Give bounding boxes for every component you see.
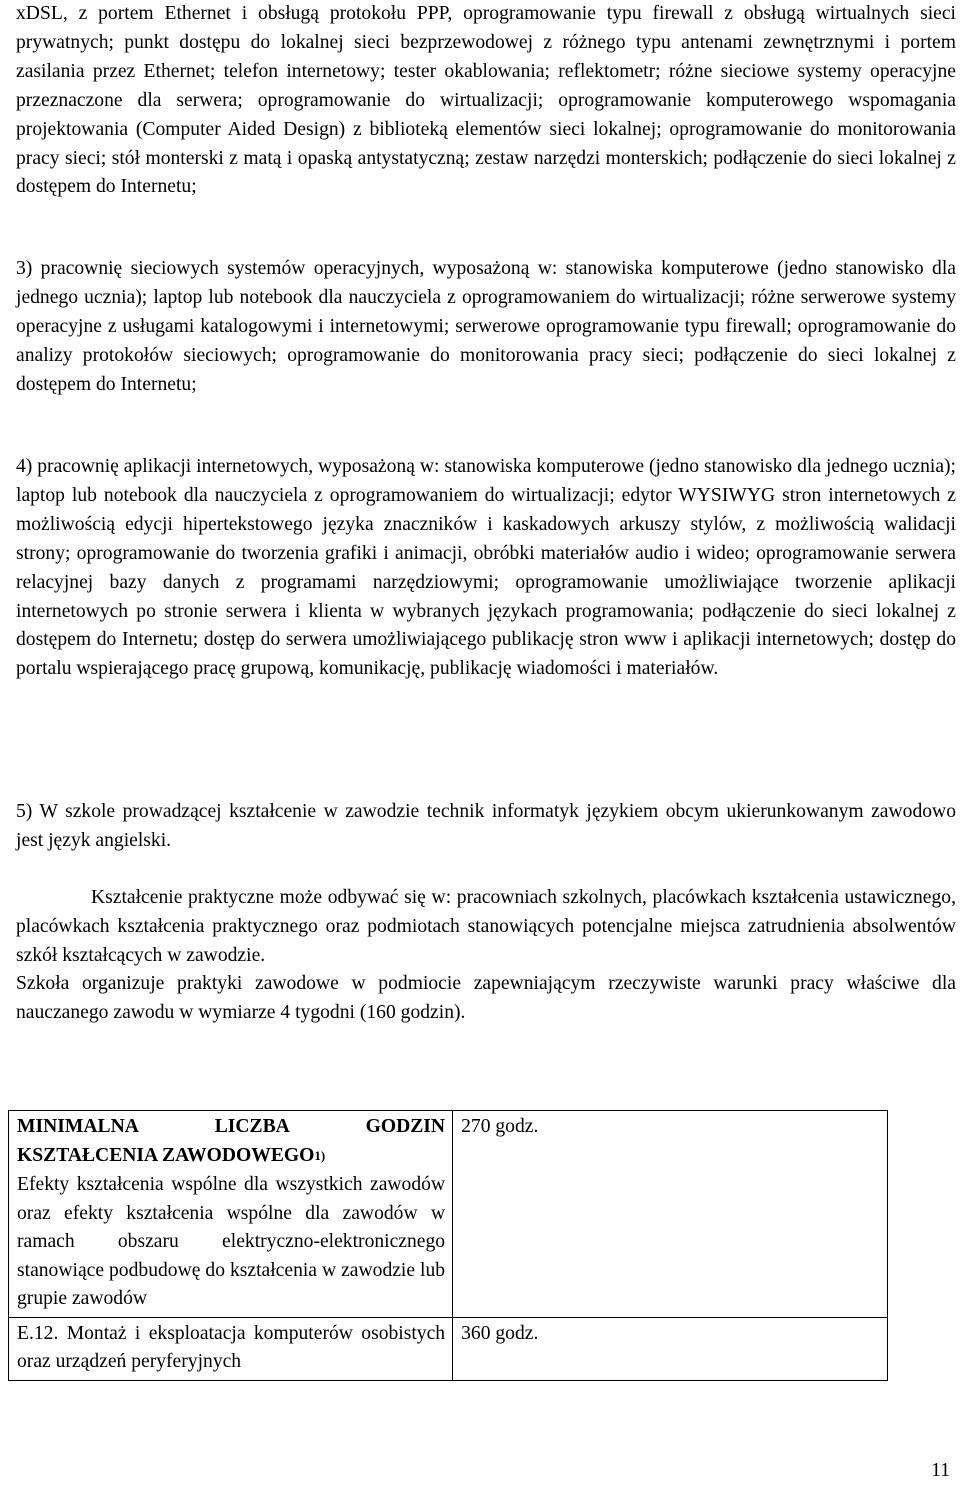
hours-table <box>8 1110 888 1381</box>
table-cell-hours: 360 godz. <box>453 1317 888 1380</box>
practical-training-paragraph: Kształcenie praktyczne może odbywać się w: pracowniach szkolnych, placówkach kształcenia ustawicznego, placówkach kształcenia praktycznego oraz podmiotach stanowiących potencjalne miejsca zatrudnienia absolwentów szkół kształcących w zawodzie. <box>16 887 956 966</box>
equipment-list-continuation: xDSL, z portem Ethernet i obsługą protokołu PPP, oprogramowanie typu firewall z obsługą wirtualnych sieci prywatnych; punkt dostępu do lokalnej sieci bezprzewodowej z różnego typu antenami zewnętrznymi i portem zasilania przez Ethernet; telefon internetowy; tester okablowania; reflektometr; różne sieciowe systemy operacyjne przeznaczone dla serwera; oprogramowanie do wirtualizacji; oprogramowanie komputerowego wspomagania projektowania (Computer Aided Design) z biblioteką elementów sieci lokalnej; oprogramowanie do monitorowania pracy sieci; stół monterski z matą i opaską antystatyczną; zestaw narzędzi monterskich; podłączenie do sieci lokalnej z dostępem do Internetu; <box>16 3 956 198</box>
table-header-text: MINIMALNA LICZBA GODZIN KSZTAŁCENIA ZAWODOWEGO <box>17 1116 446 1166</box>
table-cell-hours: 270 godz. <box>453 1111 888 1318</box>
footnote-marker: 1) <box>314 1147 326 1163</box>
internship-paragraph: Szkoła organizuje praktyki zawodowe w podmiocie zapewniającym rzeczywiste warunki pracy właściwe dla nauczanego zawodu w wymiarze 4 tygodni (160 godzin). <box>16 973 956 1023</box>
row1-description: Efekty kształcenia wspólne dla wszystkich zawodów oraz efekty kształcenia wspólne dla zawodów w ramach obszaru elektryczno-elektronicznego stanowiące podbudowę do kształcenia w zawodzie lub grupie zawodów <box>17 1174 446 1309</box>
row2-description: E.12. Montaż i eksploatacja komputerów osobistych oraz urządzeń peryferyjnych <box>9 1317 453 1380</box>
list-item-4-web-apps-lab: 4) pracownię aplikacji internetowych, wyposażoną w: stanowiska komputerowe (jedno stanowisko dla jednego ucznia); laptop lub notebook dla nauczyciela z oprogramowaniem do wirtualizacji; edytor WYSIWYG stron internetowych z możliwością edycji hipertekstowego języka znaczników i kaskadowych arkuszy stylów, z możliwością walidacji strony; oprogramowanie do tworzenia grafiki i animacji, obróbki materiałów audio i wideo; oprogramowanie serwera relacyjnej bazy danych z programami narzędziowymi; oprogramowanie umożliwiające tworzenie aplikacji internetowych po stronie serwera i klienta w wybranych językach programowania; podłączenie do sieci lokalnej z dostępem do Internetu; dostęp do serwera umożliwiającego publikację stron www i aplikacji internetowych; dostęp do portalu wspierającego pracę grupową, komunikację, publikację wiadomości i materiałów. <box>16 456 956 680</box>
table-row <box>9 1317 888 1380</box>
page-number: 11 <box>931 1460 950 1481</box>
table-cell-description <box>9 1111 453 1318</box>
list-item-3-network-os-lab: 3) pracownię sieciowych systemów operacyjnych, wyposażoną w: stanowiska komputerowe (jedno stanowisko dla jednego ucznia); laptop lub notebook dla nauczyciela z oprogramowaniem do wirtualizacji; różne serwerowe systemy operacyjne z usługami katalogowymi i internetowymi; serwerowe oprogramowanie typu firewall; oprogramowanie do analizy protokołów sieciowych; oprogramowanie do monitorowania pracy sieci; podłączenie do sieci lokalnej z dostępem do Internetu; <box>16 258 956 395</box>
list-item-5-foreign-language: 5) W szkole prowadzącej kształcenie w zawodzie technik informatyk językiem obcym ukierunkowanym zawodowo jest język angielski. <box>16 801 956 851</box>
table-row <box>9 1111 888 1318</box>
table-header <box>17 1113 445 1171</box>
